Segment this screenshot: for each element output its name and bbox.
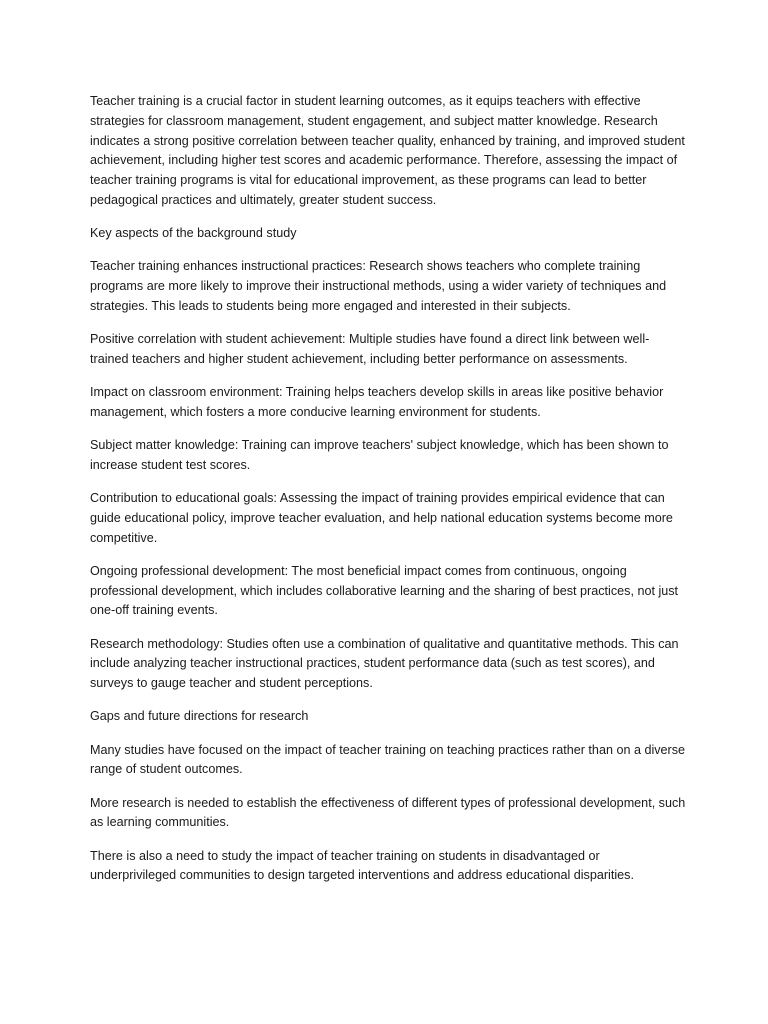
paragraph-instructional-practices: Teacher training enhances instructional practices: Research shows teachers who complete training programs are more likely to improve their instructional methods, using a wider variety of techniques and strategies. This leads to students being more engaged and interested in their subjects. <box>90 259 667 313</box>
paragraph-learning-communities: More research is needed to establish the effectiveness of different types of professional development, such as learning communities. <box>90 795 686 830</box>
paragraph-professional-development: Ongoing professional development: The most beneficial impact comes from continuous, ongoing professional development, which includes collaborative learning and the sharing of best practices, not just one-off training events. <box>90 563 679 618</box>
paragraph-educational-goals: Contribution to educational goals: Assessing the impact of training provides empirical evidence that can guide educational policy, improve teacher evaluation, and help national education systems become more competitive. <box>90 491 673 545</box>
paragraph-research-methodology: Research methodology: Studies often use a combination of qualitative and quantitative methods. This can include analyzing teacher instructional practices, student performance data (such as test scores), and surveys to gauge teacher and student perceptions. <box>90 636 679 691</box>
intro-paragraph: Teacher training is a crucial factor in student learning outcomes, as it equips teachers with effective strategies for classroom management, student engagement, and subject matter knowledge. Research indicates a strong positive correlation between teacher quality, enhanced by training, and improved student achievement, including higher test scores and academic performance. Therefore, assessing the impact of teacher training programs is vital for educational improvement, as these programs can lead to better pedagogical practices and ultimately, greater student success. <box>90 94 685 207</box>
paragraph-disadvantaged-communities: There is also a need to study the impact of teacher training on students in disadvantaged or underprivileged communities to design targeted interventions and address educational disparities. <box>90 848 634 883</box>
section-heading-key-aspects: Key aspects of the background study <box>90 226 297 241</box>
paragraph-student-achievement: Positive correlation with student achievement: Multiple studies have found a direct link between well-trained teachers and higher student achievement, including better performance on assessments. <box>90 332 650 366</box>
paragraph-classroom-environment: Impact on classroom environment: Training helps teachers develop skills in areas like positive behavior management, which fosters a more conducive learning environment for students. <box>90 385 664 419</box>
paragraph-student-outcomes-gap: Many studies have focused on the impact of teacher training on teaching practices rather than on a diverse range of student outcomes. <box>90 742 686 777</box>
section-heading-gaps: Gaps and future directions for research <box>90 709 309 724</box>
paragraph-subject-knowledge: Subject matter knowledge: Training can improve teachers' subject knowledge, which has been shown to increase student test scores. <box>90 438 669 472</box>
document-body <box>90 92 686 900</box>
